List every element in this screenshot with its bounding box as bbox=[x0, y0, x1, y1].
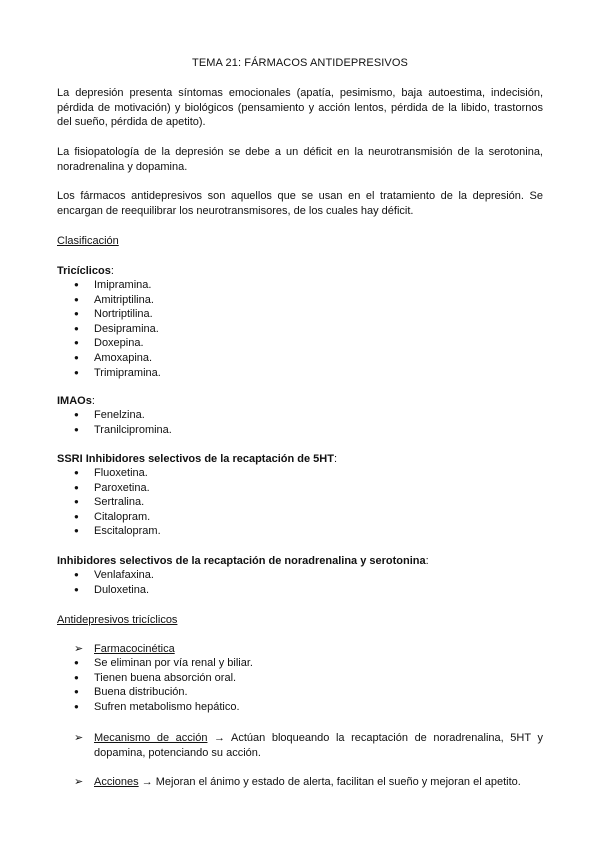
right-arrow-icon: → bbox=[141, 776, 153, 788]
pathophysiology-paragraph: La fisiopatología de la depresión se debe a un déficit en la neurotransmisión de la serotonina, noradrenalina y dopamina. bbox=[57, 146, 543, 173]
mechanism-item: ➢ Mecanismo de acción → Actúan bloqueando la recaptación de noradrenalina, 5HT y dopamina, potenciando su acción. bbox=[74, 732, 543, 759]
list-item: ● Buena distribución. bbox=[57, 685, 253, 700]
list-item: ● Desipramina. bbox=[57, 322, 161, 337]
snri-list bbox=[57, 568, 154, 597]
category-title-ssri: SSRI Inhibidores selectivos de la recaptación de 5HT: bbox=[57, 453, 337, 465]
actions-item: ➢ Acciones → Mejoran el ánimo y estado de alerta, facilitan el sueño y mejoran el apetito. bbox=[74, 776, 521, 788]
category-title-snri: Inhibidores selectivos de la recaptación de noradrenalina y serotonina: bbox=[57, 555, 429, 567]
classification-heading: Clasificación bbox=[57, 235, 119, 247]
list-item: ● Se eliminan por vía renal y biliar. bbox=[57, 656, 253, 671]
list-item: ● Fenelzina. bbox=[57, 408, 172, 423]
category-title-imaos: IMAOs: bbox=[57, 395, 95, 407]
definition-paragraph: Los fármacos antidepresivos son aquellos que se usan en el tratamiento de la depresión. Se encargan de reequilibrar los neurotransmisores, de los cuales hay déficit. bbox=[57, 190, 543, 217]
pharmacokinetics-heading: ➢ Farmacocinética bbox=[74, 643, 175, 655]
list-item: ● Amitriptilina. bbox=[57, 293, 161, 308]
list-item: ● Venlafaxina. bbox=[57, 568, 154, 583]
list-item: ● Sertralina. bbox=[57, 495, 161, 510]
list-item: ● Sufren metabolismo hepático. bbox=[57, 700, 253, 715]
imaos-list bbox=[57, 408, 172, 437]
list-item: ● Escitalopram. bbox=[57, 524, 161, 539]
arrow-bullet-icon: ➢ bbox=[74, 776, 84, 788]
intro-paragraph: La depresión presenta síntomas emocionales (apatía, pesimismo, baja autoestima, indecisión, pérdida de motivación) y biológicos (pensamiento y acción lentos, pérdida de la libido, trastornos del sueño, pérdida de apetito). bbox=[57, 87, 543, 129]
tricyclics-list bbox=[57, 278, 161, 380]
list-item: ● Amoxapina. bbox=[57, 351, 161, 366]
right-arrow-icon: → bbox=[214, 732, 226, 744]
list-item: ● Nortriptilina. bbox=[57, 307, 161, 322]
arrow-bullet-icon: ➢ bbox=[74, 732, 84, 744]
pharmacokinetics-list bbox=[57, 656, 253, 714]
list-item: ● Doxepina. bbox=[57, 336, 161, 351]
ssri-list bbox=[57, 466, 161, 539]
list-item: ● Citalopram. bbox=[57, 510, 161, 525]
list-item: ● Trimipramina. bbox=[57, 366, 161, 381]
list-item: ● Fluoxetina. bbox=[57, 466, 161, 481]
tricyclics-section-heading: Antidepresivos tricíclicos bbox=[57, 614, 178, 626]
list-item: ● Tranilcipromina. bbox=[57, 423, 172, 438]
arrow-bullet-icon: ➢ bbox=[74, 643, 84, 655]
list-item: ● Paroxetina. bbox=[57, 481, 161, 496]
page-title: TEMA 21: FÁRMACOS ANTIDEPRESIVOS bbox=[192, 57, 408, 69]
list-item: ● Duloxetina. bbox=[57, 583, 154, 598]
list-item: ● Imipramina. bbox=[57, 278, 161, 293]
list-item: ● Tienen buena absorción oral. bbox=[57, 671, 253, 686]
category-title-tricyclics: Tricíclicos: bbox=[57, 265, 114, 277]
